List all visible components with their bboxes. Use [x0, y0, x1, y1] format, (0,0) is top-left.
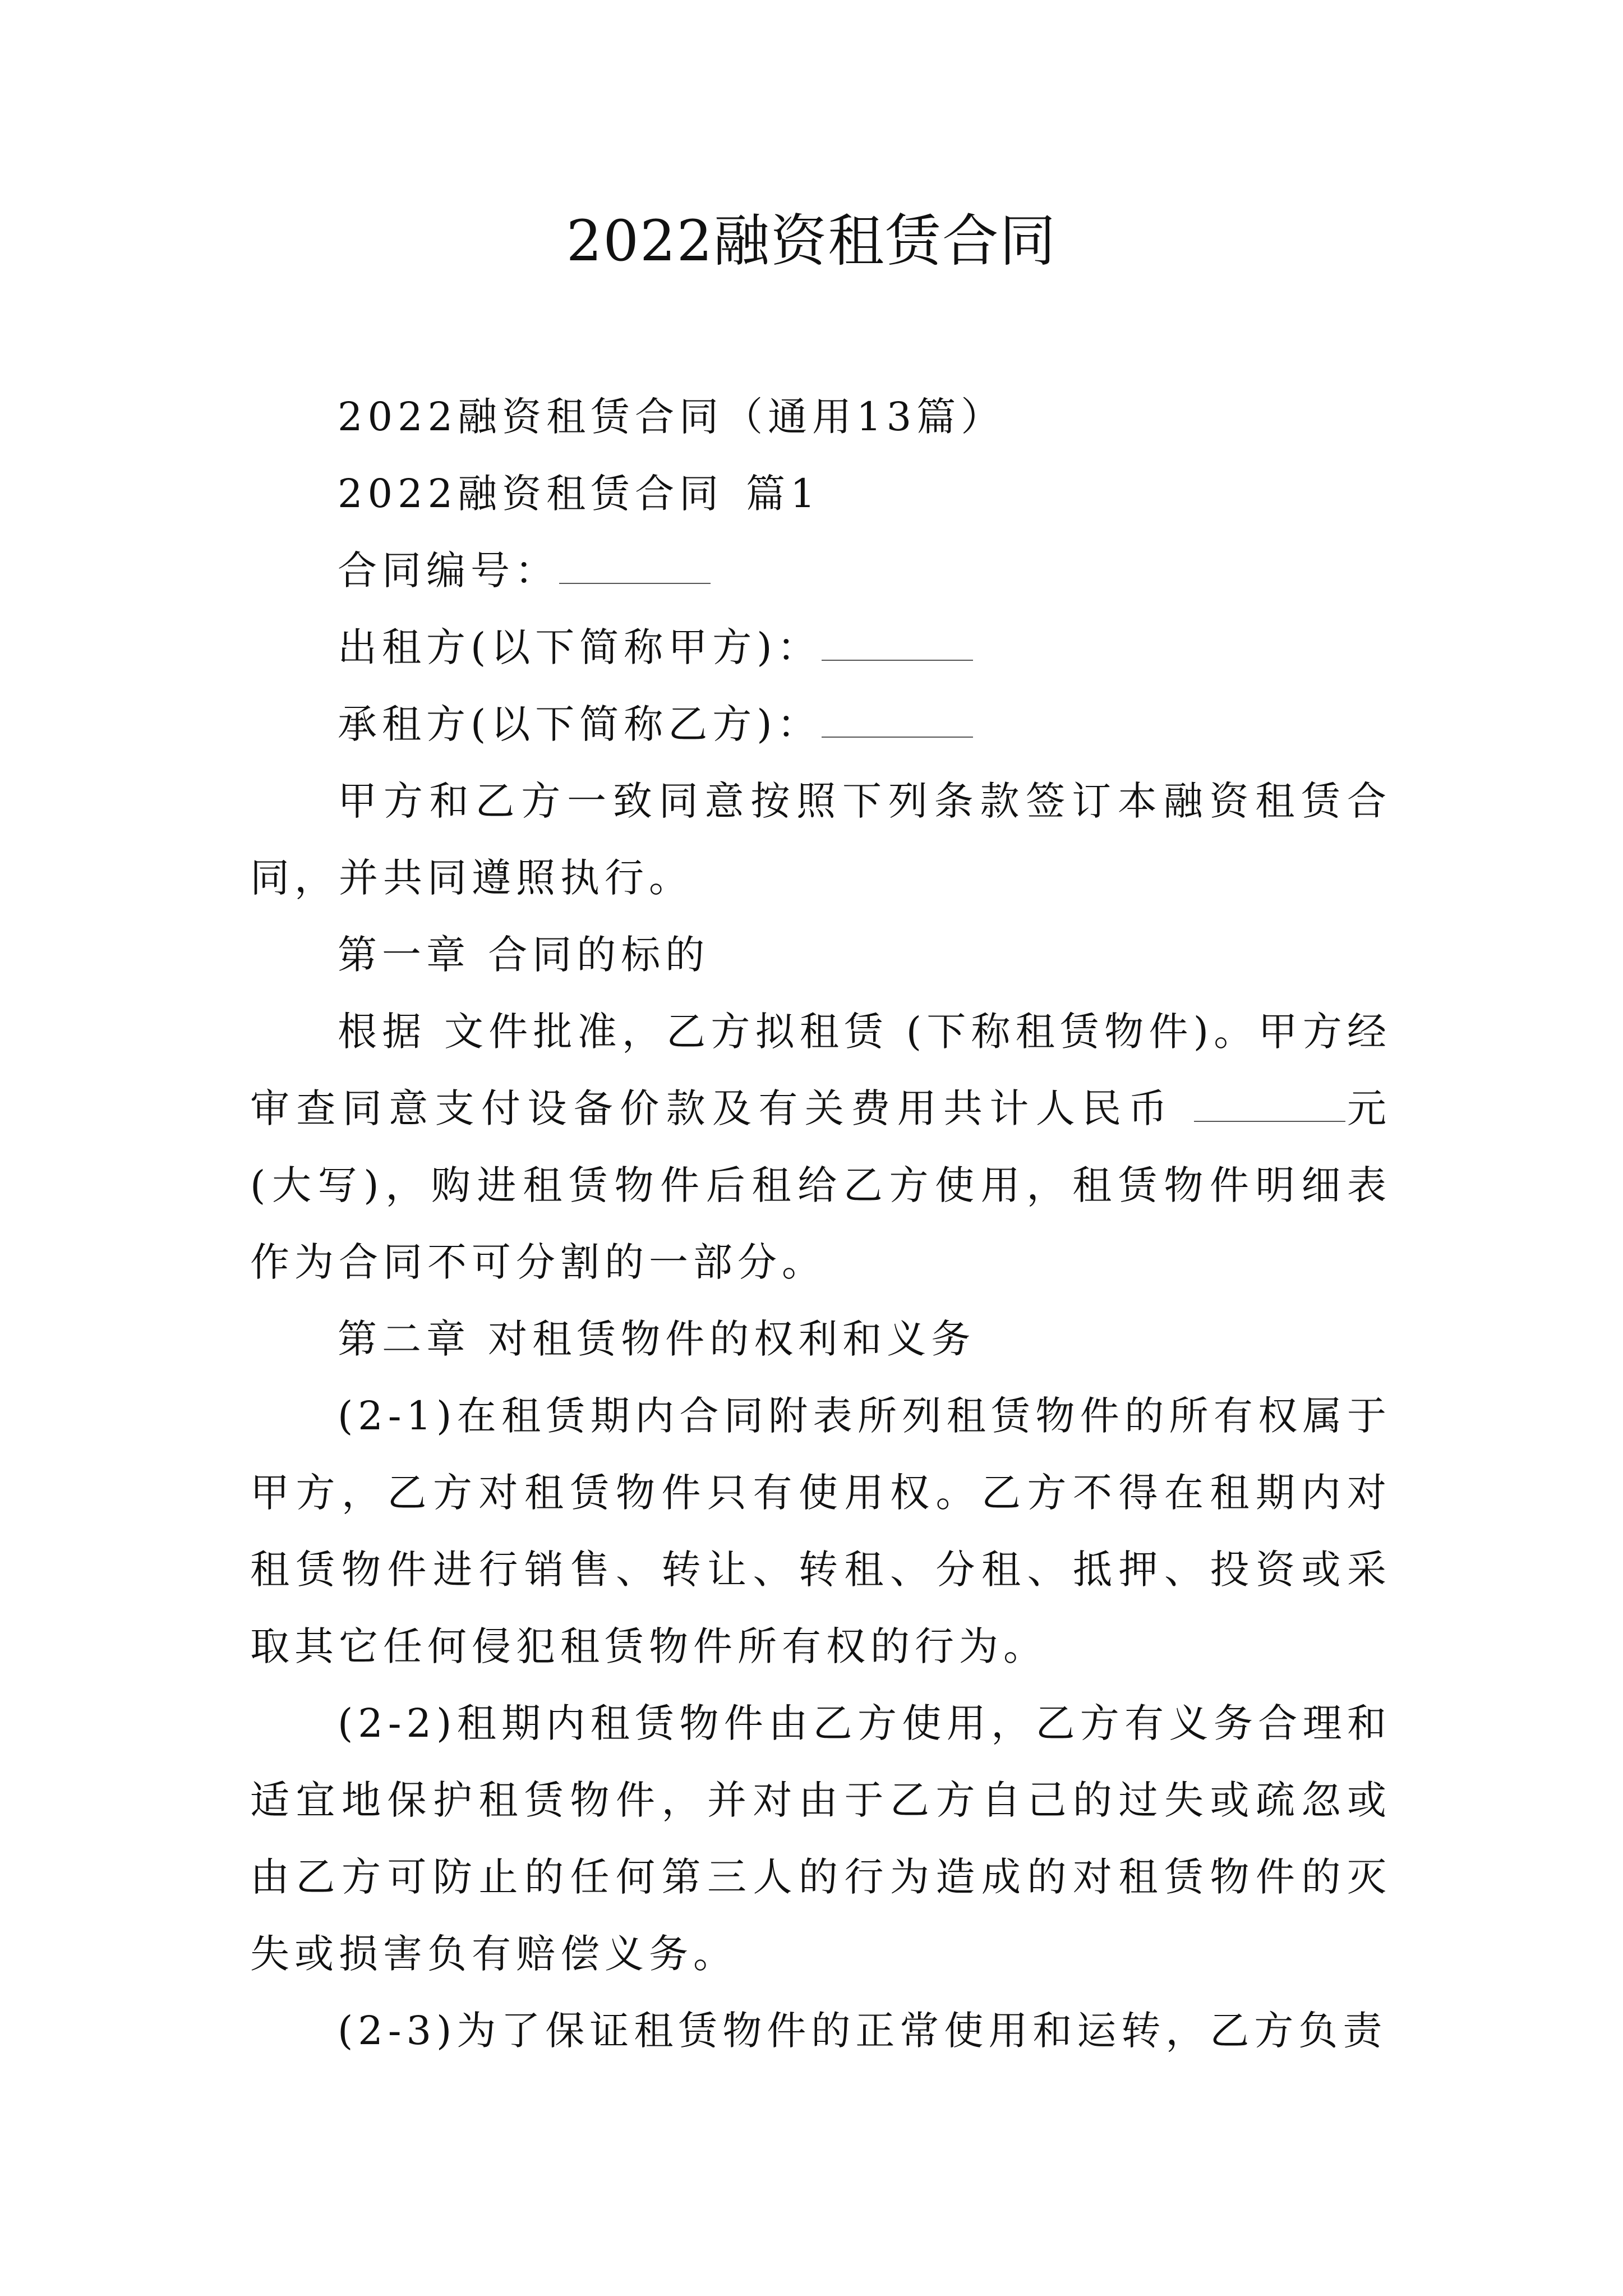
lessor-line	[250, 609, 1391, 686]
contract-number-blank	[559, 550, 711, 584]
amount-blank	[1194, 1088, 1345, 1122]
chapter-1-text-b: 元(大写)，购进租赁物件后租给乙方使用，租赁物件明细表作为合同不可分割的一部分。	[250, 1085, 1392, 1285]
document-body	[250, 379, 1391, 2069]
contract-number-line	[250, 532, 1391, 609]
clause-2-1: (2-1)在租赁期内合同附表所列租赁物件的所有权属于甲方，乙方对租赁物件只有使用权。乙方不得在租期内对租赁物件进行销售、转让、转租、分租、抵押、投资或采取其它任何侵犯租赁物件所有权的行为。	[250, 1393, 1391, 1669]
subtitle-line: 2022融资租赁合同（通用13篇）	[338, 394, 1006, 440]
clause-2-2: (2-2)租期内租赁物件由乙方使用，乙方有义务合理和适宜地保护租赁物件，并对由于乙方自己的过失或疏忽或由乙方可防止的任何第三人的行为造成的对租赁物件的灭失或损害负有赔偿义务。	[250, 1700, 1391, 1977]
intro-paragraph: 甲方和乙方一致同意按照下列条款签订本融资租赁合同，并共同遵照执行。	[250, 778, 1391, 901]
document-title: 2022融资租赁合同	[566, 208, 1057, 274]
chapter-1-heading: 第一章 合同的标的	[338, 932, 710, 978]
chapter-2-heading: 第二章 对租赁物件的权利和义务	[338, 1316, 976, 1362]
contract-number-label: 合同编号：	[338, 547, 559, 593]
lessee-line	[250, 686, 1391, 763]
lessee-blank	[822, 704, 973, 738]
part-label: 篇1	[746, 471, 820, 517]
lessor-blank	[822, 627, 973, 661]
part-heading	[250, 455, 1391, 532]
chapter-1-paragraph	[250, 993, 1391, 1301]
lessor-label: 出租方(以下简称甲方)：	[338, 624, 822, 670]
part-title: 2022融资租赁合同	[338, 471, 724, 517]
lessee-label: 承租方(以下简称乙方)：	[338, 701, 822, 747]
chapter-1-text-a: 根据 文件批准，乙方拟租赁 (下称租赁物件)。甲方经审查同意支付设备价款及有关费用共计人民币	[250, 1009, 1391, 1131]
clause-2-3: (2-3)为了保证租赁物件的正常使用和运转，乙方负责	[338, 2008, 1387, 2054]
